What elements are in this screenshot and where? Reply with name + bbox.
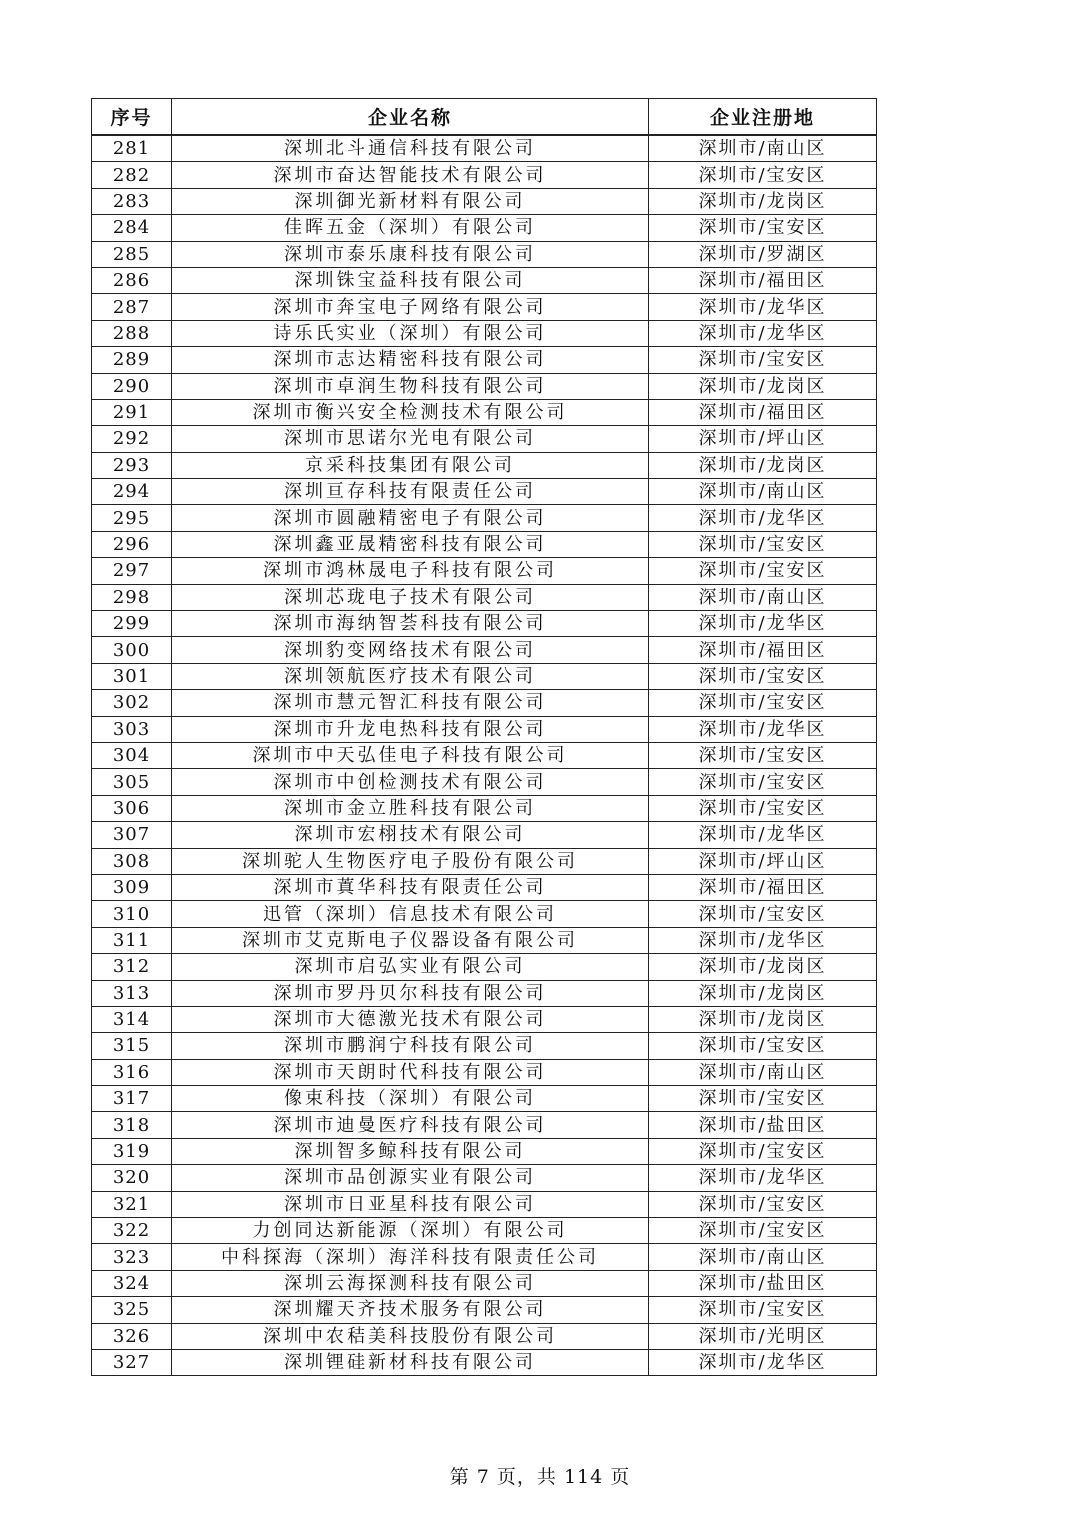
registered-location: 深圳市/宝安区 [649,1086,877,1112]
page-number-footer: 第 7 页，共 114 页 [449,1466,631,1488]
row-index: 299 [92,611,172,637]
registered-location: 深圳市/龙华区 [649,320,877,346]
registered-location: 深圳市/龙华区 [649,505,877,531]
row-index: 291 [92,399,172,425]
table-row [92,188,877,214]
registered-location: 深圳市/盐田区 [649,1112,877,1138]
header-company-name: 企业名称 [172,99,649,136]
company-name: 中科探海（深圳）海洋科技有限责任公司 [172,1244,649,1270]
table-row [92,874,877,900]
company-name: 深圳锂硅新材科技有限公司 [172,1349,649,1375]
table-row [92,980,877,1006]
row-index: 323 [92,1244,172,1270]
row-index: 313 [92,980,172,1006]
row-index: 283 [92,188,172,214]
row-index: 281 [92,135,172,162]
company-name: 深圳御光新材料有限公司 [172,188,649,214]
table-row [92,795,877,821]
company-list-table [91,98,877,1376]
row-index: 285 [92,241,172,267]
company-name: 深圳市慧元智汇科技有限公司 [172,690,649,716]
registered-location: 深圳市/南山区 [649,584,877,610]
registered-location: 深圳市/龙岗区 [649,452,877,478]
registered-location: 深圳市/坪山区 [649,848,877,874]
row-index: 311 [92,927,172,953]
row-index: 284 [92,215,172,241]
table-row [92,1191,877,1217]
company-name: 深圳北斗通信科技有限公司 [172,135,649,162]
company-name: 京采科技集团有限公司 [172,452,649,478]
row-index: 293 [92,452,172,478]
row-index: 292 [92,426,172,452]
company-name: 深圳市圆融精密电子有限公司 [172,505,649,531]
company-name: 像束科技（深圳）有限公司 [172,1086,649,1112]
registered-location: 深圳市/宝安区 [649,347,877,373]
registered-location: 深圳市/南山区 [649,1244,877,1270]
table-row [92,320,877,346]
registered-location: 深圳市/福田区 [649,874,877,900]
company-name: 深圳市宏栩技术有限公司 [172,822,649,848]
company-name: 深圳市金立胜科技有限公司 [172,795,649,821]
table-row [92,901,877,927]
registered-location: 深圳市/宝安区 [649,901,877,927]
company-name: 深圳市罗丹贝尔科技有限公司 [172,980,649,1006]
row-index: 298 [92,584,172,610]
registered-location: 深圳市/宝安区 [649,1218,877,1244]
company-name: 深圳智多鲸科技有限公司 [172,1138,649,1164]
registered-location: 深圳市/宝安区 [649,742,877,768]
row-index: 288 [92,320,172,346]
row-index: 294 [92,479,172,505]
registered-location: 深圳市/盐田区 [649,1270,877,1296]
table-row [92,1349,877,1375]
row-index: 290 [92,373,172,399]
row-index: 324 [92,1270,172,1296]
table-row [92,373,877,399]
row-index: 289 [92,347,172,373]
row-index: 310 [92,901,172,927]
company-name: 深圳市海纳智荟科技有限公司 [172,611,649,637]
row-index: 319 [92,1138,172,1164]
table-row [92,848,877,874]
table-row [92,241,877,267]
registered-location: 深圳市/福田区 [649,399,877,425]
company-name: 力创同达新能源（深圳）有限公司 [172,1218,649,1244]
row-index: 321 [92,1191,172,1217]
table-row [92,1006,877,1032]
table-row [92,479,877,505]
row-index: 296 [92,531,172,557]
table-row [92,294,877,320]
company-name: 深圳亘存科技有限责任公司 [172,479,649,505]
registered-location: 深圳市/宝安区 [649,769,877,795]
registered-location: 深圳市/宝安区 [649,795,877,821]
table-row [92,584,877,610]
registered-location: 深圳市/罗湖区 [649,241,877,267]
company-name: 深圳豹变网络技术有限公司 [172,637,649,663]
row-index: 314 [92,1006,172,1032]
row-index: 307 [92,822,172,848]
table-row [92,347,877,373]
table-row [92,1297,877,1323]
company-name: 深圳市蒖华科技有限责任公司 [172,874,649,900]
company-name: 深圳市艾克斯电子仪器设备有限公司 [172,927,649,953]
company-name: 诗乐氏实业（深圳）有限公司 [172,320,649,346]
registered-location: 深圳市/龙华区 [649,1165,877,1191]
table-row [92,1086,877,1112]
row-index: 317 [92,1086,172,1112]
company-name: 深圳中农秸美科技股份有限公司 [172,1323,649,1349]
registered-location: 深圳市/龙岗区 [649,954,877,980]
registered-location: 深圳市/宝安区 [649,1138,877,1164]
table-row [92,135,877,162]
table-row [92,637,877,663]
registered-location: 深圳市/南山区 [649,479,877,505]
table-row [92,663,877,689]
company-name: 深圳驼人生物医疗电子股份有限公司 [172,848,649,874]
table-row [92,822,877,848]
registered-location: 深圳市/龙华区 [649,716,877,742]
table-header-row [92,99,877,136]
company-name: 深圳市升龙电热科技有限公司 [172,716,649,742]
registered-location: 深圳市/龙岗区 [649,188,877,214]
company-name: 迅管（深圳）信息技术有限公司 [172,901,649,927]
registered-location: 深圳市/龙岗区 [649,373,877,399]
company-name: 深圳市泰乐康科技有限公司 [172,241,649,267]
table-row [92,505,877,531]
table-row [92,1059,877,1085]
table-row [92,1165,877,1191]
row-index: 309 [92,874,172,900]
registered-location: 深圳市/龙华区 [649,1349,877,1375]
company-name: 深圳市衡兴安全检测技术有限公司 [172,399,649,425]
table-row [92,1270,877,1296]
registered-location: 深圳市/坪山区 [649,426,877,452]
registered-location: 深圳市/龙岗区 [649,980,877,1006]
registered-location: 深圳市/南山区 [649,135,877,162]
registered-location: 深圳市/宝安区 [649,1297,877,1323]
row-index: 286 [92,267,172,293]
registered-location: 深圳市/宝安区 [649,690,877,716]
registered-location: 深圳市/宝安区 [649,531,877,557]
registered-location: 深圳市/宝安区 [649,1033,877,1059]
registered-location: 深圳市/宝安区 [649,663,877,689]
company-name: 深圳市大德激光技术有限公司 [172,1006,649,1032]
table-row [92,1033,877,1059]
company-name: 深圳市中天弘佳电子科技有限公司 [172,742,649,768]
table-row [92,1112,877,1138]
table-row [92,215,877,241]
registered-location: 深圳市/龙华区 [649,611,877,637]
table-row [92,1244,877,1270]
row-index: 303 [92,716,172,742]
row-index: 304 [92,742,172,768]
table-body [92,135,877,1376]
registered-location: 深圳市/龙华区 [649,822,877,848]
registered-location: 深圳市/宝安区 [649,558,877,584]
company-name: 深圳耀天齐技术服务有限公司 [172,1297,649,1323]
registered-location: 深圳市/龙岗区 [649,1006,877,1032]
table-row [92,558,877,584]
row-index: 301 [92,663,172,689]
company-name: 佳晖五金（深圳）有限公司 [172,215,649,241]
table-row [92,742,877,768]
table-row [92,162,877,188]
company-name: 深圳芯珑电子技术有限公司 [172,584,649,610]
row-index: 322 [92,1218,172,1244]
row-index: 295 [92,505,172,531]
row-index: 316 [92,1059,172,1085]
table-row [92,1323,877,1349]
table-row [92,716,877,742]
company-name: 深圳市中创检测技术有限公司 [172,769,649,795]
table-row [92,927,877,953]
table-row [92,531,877,557]
company-name: 深圳市迪曼医疗科技有限公司 [172,1112,649,1138]
company-name: 深圳市奋达智能技术有限公司 [172,162,649,188]
company-name: 深圳领航医疗技术有限公司 [172,663,649,689]
company-name: 深圳市鸿林晟电子科技有限公司 [172,558,649,584]
row-index: 302 [92,690,172,716]
company-name: 深圳铢宝益科技有限公司 [172,267,649,293]
row-index: 306 [92,795,172,821]
registered-location: 深圳市/福田区 [649,637,877,663]
company-name: 深圳市日亚星科技有限公司 [172,1191,649,1217]
company-name: 深圳市天朗时代科技有限公司 [172,1059,649,1085]
row-index: 312 [92,954,172,980]
company-name: 深圳鑫亚晟精密科技有限公司 [172,531,649,557]
row-index: 300 [92,637,172,663]
table-row [92,1218,877,1244]
company-name: 深圳市奔宝电子网络有限公司 [172,294,649,320]
row-index: 308 [92,848,172,874]
row-index: 287 [92,294,172,320]
row-index: 320 [92,1165,172,1191]
registered-location: 深圳市/龙华区 [649,927,877,953]
table-row [92,267,877,293]
row-index: 318 [92,1112,172,1138]
table-row [92,1138,877,1164]
header-registered-location: 企业注册地 [649,99,877,136]
row-index: 297 [92,558,172,584]
company-name: 深圳市志达精密科技有限公司 [172,347,649,373]
table-row [92,690,877,716]
row-index: 282 [92,162,172,188]
registered-location: 深圳市/宝安区 [649,162,877,188]
row-index: 326 [92,1323,172,1349]
registered-location: 深圳市/福田区 [649,267,877,293]
registered-location: 深圳市/宝安区 [649,215,877,241]
table-row [92,769,877,795]
table-row [92,426,877,452]
registered-location: 深圳市/龙华区 [649,294,877,320]
company-name: 深圳市品创源实业有限公司 [172,1165,649,1191]
company-name: 深圳云海探测科技有限公司 [172,1270,649,1296]
row-index: 327 [92,1349,172,1375]
header-index: 序号 [92,99,172,136]
registered-location: 深圳市/南山区 [649,1059,877,1085]
table-row [92,399,877,425]
company-name: 深圳市启弘实业有限公司 [172,954,649,980]
row-index: 325 [92,1297,172,1323]
row-index: 315 [92,1033,172,1059]
registered-location: 深圳市/宝安区 [649,1191,877,1217]
table-row [92,452,877,478]
registered-location: 深圳市/光明区 [649,1323,877,1349]
company-name: 深圳市卓润生物科技有限公司 [172,373,649,399]
table-row [92,954,877,980]
row-index: 305 [92,769,172,795]
company-name: 深圳市思诺尔光电有限公司 [172,426,649,452]
table-row [92,611,877,637]
company-name: 深圳市鹏润宁科技有限公司 [172,1033,649,1059]
